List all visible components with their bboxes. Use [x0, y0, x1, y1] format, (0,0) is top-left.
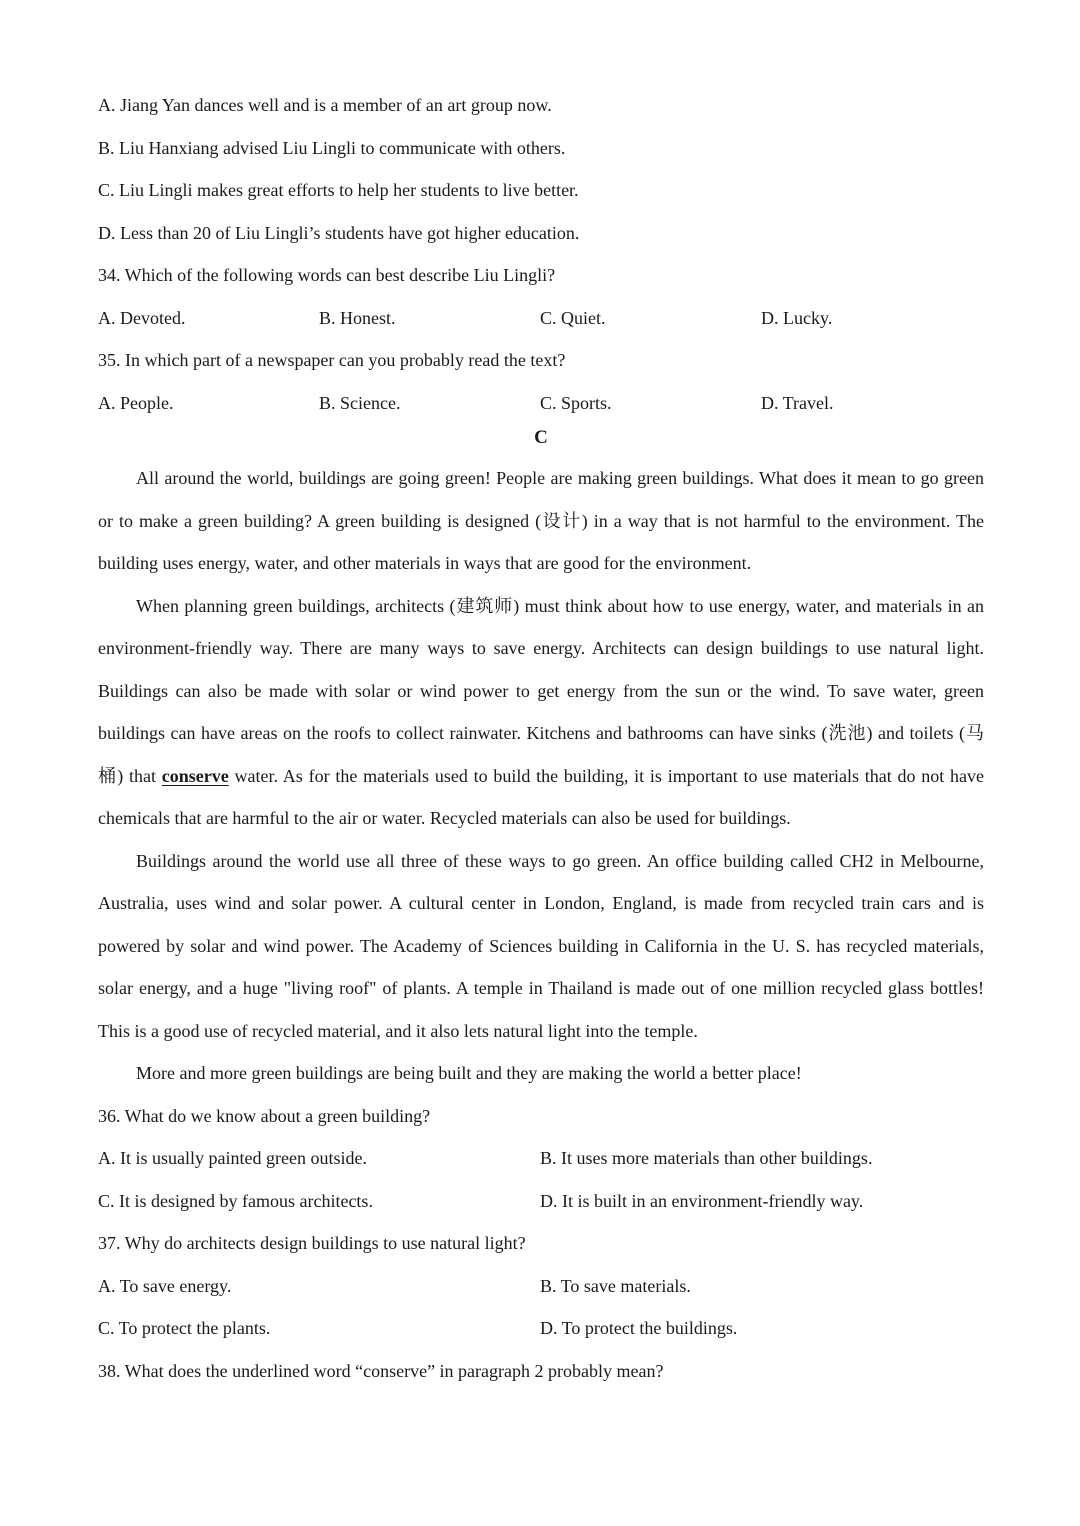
q34-option-b: B. Honest.: [319, 307, 396, 328]
q37-option-c: C. To protect the plants.: [98, 1318, 271, 1338]
q36-option-c: C. It is designed by famous architects.: [98, 1190, 373, 1211]
q37-options-row-2: [98, 1307, 984, 1350]
q37-option-a: A. To save energy.: [98, 1275, 232, 1296]
underlined-word-conserve: conserve: [161, 765, 229, 786]
q36-options-row-1: [98, 1137, 984, 1180]
q35-option-d: D. Travel.: [761, 392, 834, 413]
q33-option-d: D. Less than 20 of Liu Lingli’s students have got higher education.: [98, 222, 580, 243]
passage-paragraph-2: [98, 585, 984, 840]
q36-option-d: D. It is built in an environment-friendly way.: [540, 1190, 864, 1211]
q37-question: 37. Why do architects design buildings to use natural light?: [98, 1233, 526, 1253]
q34-option-d: D. Lucky.: [761, 307, 833, 328]
section-c-title: C: [534, 427, 548, 448]
q35-option-c: C. Sports.: [540, 392, 612, 413]
q36-option-a: A. It is usually painted green outside.: [98, 1148, 367, 1168]
q34-option-c: C. Quiet.: [540, 307, 606, 328]
q35-option-b: B. Science.: [319, 392, 401, 413]
passage-paragraph-4: More and more green buildings are being built and they are making the world a better place!: [136, 1063, 802, 1083]
q34-question: 34. Which of the following words can best describe Liu Lingli?: [98, 265, 556, 285]
q34-option-a: A. Devoted.: [98, 307, 186, 328]
passage-paragraph-1: All around the world, buildings are going green! People are making green buildings. What does it mean to go green or to make a green building? A green building is designed (设计) in a way that is not harmful to the environment. The building uses energy, water, and other materials in ways that are good for the environment.: [98, 468, 984, 573]
q33-option-b: B. Liu Hanxiang advised Liu Lingli to communicate with others.: [98, 137, 566, 158]
exam-page: [98, 84, 984, 1392]
q33-option-a: A. Jiang Yan dances well and is a member of an art group now.: [98, 95, 552, 115]
q37-options-row-1: [98, 1265, 984, 1308]
q35-option-a: A. People.: [98, 392, 174, 413]
paragraph-2-text-after: water. As for the materials used to build the building, it is important to use materials that do not have chemicals that are harmful to the air or water. Recycled materials can also be used for buildings.: [98, 765, 984, 828]
q38-question: 38. What does the underlined word “conserve” in paragraph 2 probably mean?: [98, 1360, 664, 1381]
q33-option-c: C. Liu Lingli makes great efforts to help her students to live better.: [98, 180, 579, 200]
q36-option-b: B. It uses more materials than other buildings.: [540, 1148, 873, 1168]
paragraph-2-text-before: When planning green buildings, architects (建筑师) must think about how to use energy, water, and materials in an environment-friendly way. There are many ways to save energy. Architects can design buildings to use natural light. Buildings can also be made with solar or wind power to get energy from the sun or the wind. To save water, green buildings can have areas on the roofs to collect rainwater. Kitchens and bathrooms can have sinks (洗池) and toilets (马桶) that: [98, 595, 984, 786]
q37-option-b: B. To save materials.: [540, 1275, 691, 1296]
q36-options-row-2: [98, 1180, 984, 1223]
q35-question: 35. In which part of a newspaper can you probably read the text?: [98, 350, 566, 370]
q36-question: 36. What do we know about a green building?: [98, 1105, 431, 1126]
q34-options: [98, 297, 984, 340]
q37-option-d: D. To protect the buildings.: [540, 1318, 738, 1338]
passage-paragraph-3: Buildings around the world use all three of these ways to go green. An office building called CH2 in Melbourne, Australia, uses wind and solar power. A cultural center in London, England, is made from recycled train cars and is powered by solar and wind power. The Academy of Sciences building in California in the U. S. has recycled materials, solar energy, and a huge "living roof" of plants. A temple in Thailand is made out of one million recycled glass bottles! This is a good use of recycled material, and it also lets natural light into the temple.: [98, 850, 984, 1041]
q35-options: [98, 382, 984, 425]
